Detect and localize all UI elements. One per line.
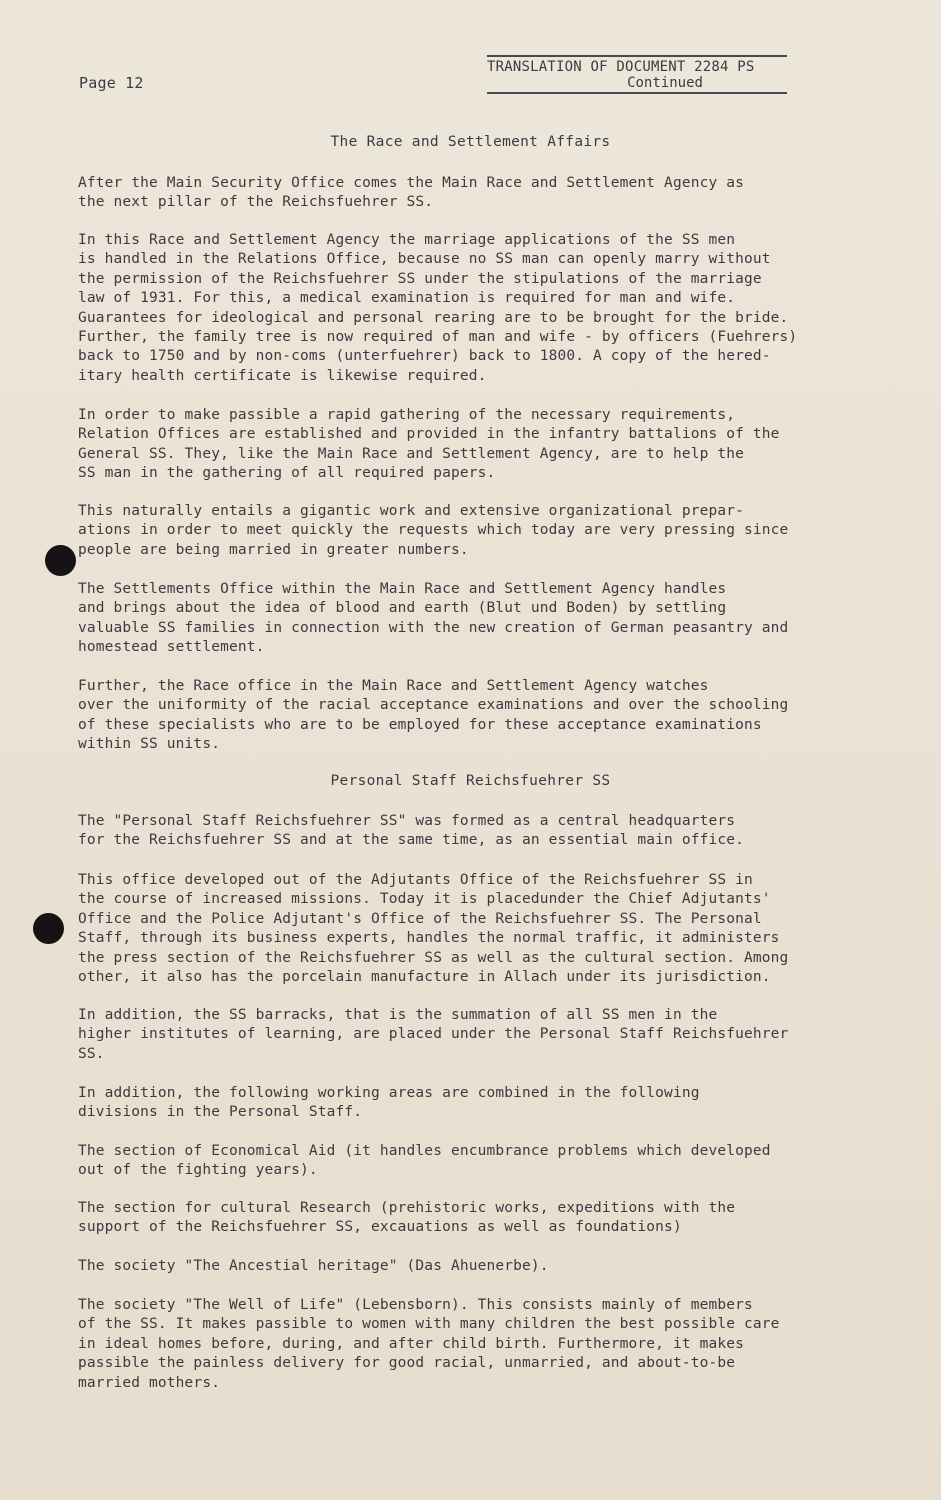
paragraph: In this Race and Settlement Agency the marriage applications of the SS men is handled in the Relations Office, because no SS man can openly marry without the permission of the Reichsfuehrer SS under the stipulations of the marriage law of 1931. For this, a medical examination is required for man and wife. Guarantees for ideological and personal rearing are to be brought for the bride. Further, the family tree is now required of man and wife - by officers (Fuehrers) back to 1750 and by non-coms (unterfuehrer) back to 1800. A copy of the hered- itary health certificate is likewise required. xyxy=(78,232,798,384)
paragraph: In addition, the following working areas are combined in the following divisions in the Personal Staff. xyxy=(78,1085,700,1121)
paragraph: In order to make passible a rapid gathering of the necessary requirements, Relation Offices are established and provided in the infantry battalions of the General SS. They, like the Main Race and Settlement Agency, are to help the SS man in the gathering of all required papers. xyxy=(78,407,780,482)
page-number: Page 12 xyxy=(79,74,144,92)
paragraph: In addition, the SS barracks, that is the summation of all SS men in the higher institutes of learning, are placed under the Personal Staff Reichsfuehrer SS. xyxy=(78,1007,789,1062)
paragraph: The Settlements Office within the Main Race and Settlement Agency handles and brings about the idea of blood and earth (Blut und Boden) by settling valuable SS families in connection with the new creation of German peasantry and homestead settlement. xyxy=(78,581,789,656)
punch-hole xyxy=(33,913,64,944)
paragraph: After the Main Security Office comes the Main Race and Settlement Agency as the next pillar of the Reichsfuehrer SS. xyxy=(78,175,744,211)
paragraph: Further, the Race office in the Main Race and Settlement Agency watches over the uniformity of the racial acceptance examinations and over the schooling of these specialists who are to be employed for these acceptance examinations within SS units. xyxy=(78,678,789,753)
paragraph: The "Personal Staff Reichsfuehrer SS" was formed as a central headquarters for the Reichsfuehrer SS and at the same time, as an essential main office. xyxy=(78,813,744,849)
paragraph: The society "The Well of Life" (Lebensborn). This consists mainly of members of the SS. It makes passible to women with many children the best possible care in ideal homes before, during, and after child birth. Furthermore, it makes passible the painless delivery for good racial, unmarried, and about-to-be married mothers. xyxy=(78,1297,780,1391)
paragraph: This office developed out of the Adjutants Office of the Reichsfuehrer SS in the course of increased missions. Today it is placedunder the Chief Adjutants' Office and the Police Adjutant's Office of the Reichsfuehrer SS. The Personal Staff, through its business experts, handles the normal traffic, it administers the press section of the Reichsfuehrer SS as well as the cultural section. Among other, it also has the porcelain manufacture in Allach under its jurisdiction. xyxy=(78,872,789,986)
paragraph: The society "The Ancestial heritage" (Das Ahuenerbe). xyxy=(78,1258,549,1274)
paragraph: The section of Economical Aid (it handles encumbrance problems which developed out of the fighting years). xyxy=(78,1143,771,1179)
section-heading-race-settlement: The Race and Settlement Affairs xyxy=(330,134,611,150)
paragraph: The section for cultural Research (prehistoric works, expeditions with the support of the Reichsfuehrer SS, excauations as well as foundations) xyxy=(78,1200,736,1236)
punch-hole xyxy=(45,545,76,576)
translation-header xyxy=(487,55,787,94)
section-heading-personal-staff: Personal Staff Reichsfuehrer SS xyxy=(330,773,611,789)
paragraph: This naturally entails a gigantic work and extensive organizational prepar- ations in order to meet quickly the requests which today are very pressing since people are being married in greater numbers. xyxy=(78,503,789,558)
translation-title: TRANSLATION OF DOCUMENT 2284 PS xyxy=(487,59,755,75)
translation-continued: Continued xyxy=(627,75,703,91)
